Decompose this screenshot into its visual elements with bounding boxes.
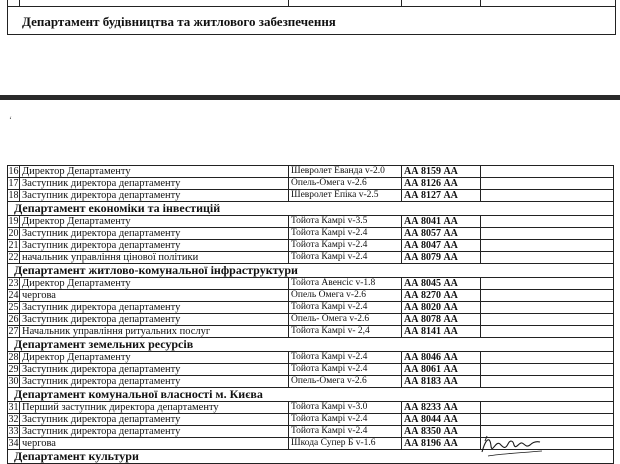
plate-number-cell: АА 8270 АА xyxy=(402,290,481,302)
row-number: 26 xyxy=(8,314,19,325)
stray-mark: ‘ xyxy=(9,115,12,125)
row-number: 19 xyxy=(8,216,19,227)
car-model-cell: Тойота Камрі v-2.4 xyxy=(289,414,402,426)
page-separator-line xyxy=(0,95,620,100)
row-number: 20 xyxy=(8,228,19,239)
row-number: 21 xyxy=(8,240,19,251)
car-model-cell: Тойота Камрі v-3.5 xyxy=(289,216,402,228)
plate-number-cell: АА 8057 АА xyxy=(402,228,481,240)
handwritten-signature xyxy=(478,432,548,460)
department-heading: Департамент економіки та інвестицій xyxy=(8,202,614,216)
department-heading: Департамент культури xyxy=(8,450,614,464)
plate-number-cell: АА 8047 АА xyxy=(402,240,481,252)
empty-cell xyxy=(481,402,614,414)
row-number: 28 xyxy=(8,352,19,363)
plate-number-cell: АА 8078 АА xyxy=(402,314,481,326)
position-cell: Перший заступник директора департаменту xyxy=(20,402,289,414)
department-heading-row xyxy=(8,202,614,216)
car-model-cell: Опель Омега v-2.6 xyxy=(289,290,402,302)
position-cell: Директор Департаменту xyxy=(20,352,289,364)
row-number: 24 xyxy=(8,290,19,301)
plate-number-cell: АА 8044 АА xyxy=(402,414,481,426)
table-row xyxy=(8,402,614,414)
department-heading-row xyxy=(8,338,614,352)
position-cell: Начальник управління ритуальних послуг xyxy=(20,326,289,338)
top-table-divider xyxy=(480,0,481,6)
top-table-divider xyxy=(288,0,289,6)
table-row xyxy=(8,302,614,314)
plate-number-cell: АА 8196 АА xyxy=(402,438,481,450)
row-number: 18 xyxy=(8,190,19,201)
empty-cell xyxy=(481,166,614,178)
car-model-cell: Тойота Камрі v-2.4 xyxy=(289,302,402,314)
car-model-cell: Тойота Камрі v-2.4 xyxy=(289,426,402,438)
plate-number-cell: АА 8159 АА xyxy=(402,166,481,178)
top-table-row-edge xyxy=(8,0,615,7)
row-number: 32 xyxy=(8,414,19,425)
car-model-cell: Тойота Камрі v-2.4 xyxy=(289,252,402,264)
position-cell: Директор Департаменту xyxy=(20,166,289,178)
row-number: 23 xyxy=(8,278,19,289)
top-table-divider xyxy=(401,0,402,6)
table-row xyxy=(8,314,614,326)
plate-number-cell: АА 8233 АА xyxy=(402,402,481,414)
empty-cell xyxy=(481,376,614,388)
car-model-cell: Тойота Камрі v-2.4 xyxy=(289,228,402,240)
empty-cell xyxy=(481,414,614,426)
row-number: 25 xyxy=(8,302,19,313)
table-row xyxy=(8,352,614,364)
car-model-cell: Тойота Авенсіс v-1.8 xyxy=(289,278,402,290)
row-number: 17 xyxy=(8,178,19,189)
plate-number-cell: АА 8141 АА xyxy=(402,326,481,338)
row-number: 22 xyxy=(8,252,19,263)
top-table-divider xyxy=(19,0,20,6)
row-number: 33 xyxy=(8,426,19,437)
empty-cell xyxy=(481,364,614,376)
car-model-cell: Тойота Камрі v-2.4 xyxy=(289,364,402,376)
car-model-cell: Опель- Омега v-2.6 xyxy=(289,314,402,326)
position-cell: Заступник директора департаменту xyxy=(20,364,289,376)
row-number: 29 xyxy=(8,364,19,375)
position-cell: Заступник директора департаменту xyxy=(20,414,289,426)
empty-cell xyxy=(481,228,614,240)
table-row xyxy=(8,326,614,338)
table-row xyxy=(8,178,614,190)
empty-cell xyxy=(481,252,614,264)
plate-number-cell: АА 8020 АА xyxy=(402,302,481,314)
table-row xyxy=(8,364,614,376)
empty-cell xyxy=(481,314,614,326)
row-number: 27 xyxy=(8,326,19,337)
table-row xyxy=(8,278,614,290)
table-row xyxy=(8,228,614,240)
department-heading-row xyxy=(8,264,614,278)
table-row xyxy=(8,376,614,388)
plate-number-cell: АА 8126 АА xyxy=(402,178,481,190)
table-row xyxy=(8,166,614,178)
position-cell: чергова xyxy=(20,438,289,450)
plate-number-cell: АА 8127 АА xyxy=(402,190,481,202)
car-model-cell: Тойота Камрі v-2.4 xyxy=(289,352,402,364)
row-number: 16 xyxy=(8,166,19,177)
position-cell: Заступник директора департаменту xyxy=(20,228,289,240)
table-row xyxy=(8,190,614,202)
car-model-cell: Тойота Камрі v- 2,4 xyxy=(289,326,402,338)
department-heading: Департамент земельних ресурсів xyxy=(8,338,614,352)
car-model-cell: Шевролет Еванда v-2.0 xyxy=(289,166,402,178)
table-row xyxy=(8,290,614,302)
position-cell: Заступник директора департаменту xyxy=(20,240,289,252)
department-heading-row xyxy=(8,388,614,402)
department-heading: Департамент житлово-комунальної інфраструктури xyxy=(8,264,614,278)
row-number: 31 xyxy=(8,402,19,413)
empty-cell xyxy=(481,178,614,190)
position-cell: Заступник директора департаменту xyxy=(20,178,289,190)
vehicle-assignment-table xyxy=(7,165,614,464)
empty-cell xyxy=(481,278,614,290)
position-cell: Заступник директора департаменту xyxy=(20,314,289,326)
table-row xyxy=(8,414,614,426)
position-cell: чергова xyxy=(20,290,289,302)
empty-cell xyxy=(481,326,614,338)
top-department-heading: Департамент будівництва та житлового забезпечення xyxy=(22,14,336,29)
position-cell: Заступник директора департаменту xyxy=(20,302,289,314)
table-row xyxy=(8,252,614,264)
plate-number-cell: АА 8183 АА xyxy=(402,376,481,388)
empty-cell xyxy=(481,240,614,252)
empty-cell xyxy=(481,302,614,314)
top-page-fragment xyxy=(0,0,620,52)
table-row xyxy=(8,216,614,228)
row-number: 34 xyxy=(8,438,19,449)
position-cell: Заступник директора департаменту xyxy=(20,426,289,438)
car-model-cell: Шкода Супер Б v-1.6 xyxy=(289,438,402,450)
table-row xyxy=(8,240,614,252)
empty-cell xyxy=(481,290,614,302)
plate-number-cell: АА 8079 АА xyxy=(402,252,481,264)
empty-cell xyxy=(481,216,614,228)
car-model-cell: Тойота Камрі v-3.0 xyxy=(289,402,402,414)
position-cell: начальник управління цінової політики xyxy=(20,252,289,264)
empty-cell xyxy=(481,190,614,202)
position-cell: Директор Департаменту xyxy=(20,278,289,290)
car-model-cell: Шевролет Епіка v-2.5 xyxy=(289,190,402,202)
position-cell: Директор Департаменту xyxy=(20,216,289,228)
position-cell: Заступник директора департаменту xyxy=(20,190,289,202)
position-cell: Заступник директора департаменту xyxy=(20,376,289,388)
car-model-cell: Тойота Камрі v-2.4 xyxy=(289,240,402,252)
plate-number-cell: АА 8045 АА xyxy=(402,278,481,290)
row-number: 30 xyxy=(8,376,19,387)
plate-number-cell: АА 8061 АА xyxy=(402,364,481,376)
car-model-cell: Опель-Омега v-2.6 xyxy=(289,178,402,190)
department-heading: Департамент комунальної власності м. Києва xyxy=(8,388,614,402)
empty-cell xyxy=(481,352,614,364)
plate-number-cell: АА 8046 АА xyxy=(402,352,481,364)
car-model-cell: Опель-Омега v-2.6 xyxy=(289,376,402,388)
plate-number-cell: АА 8350 АА xyxy=(402,426,481,438)
plate-number-cell: АА 8041 АА xyxy=(402,216,481,228)
